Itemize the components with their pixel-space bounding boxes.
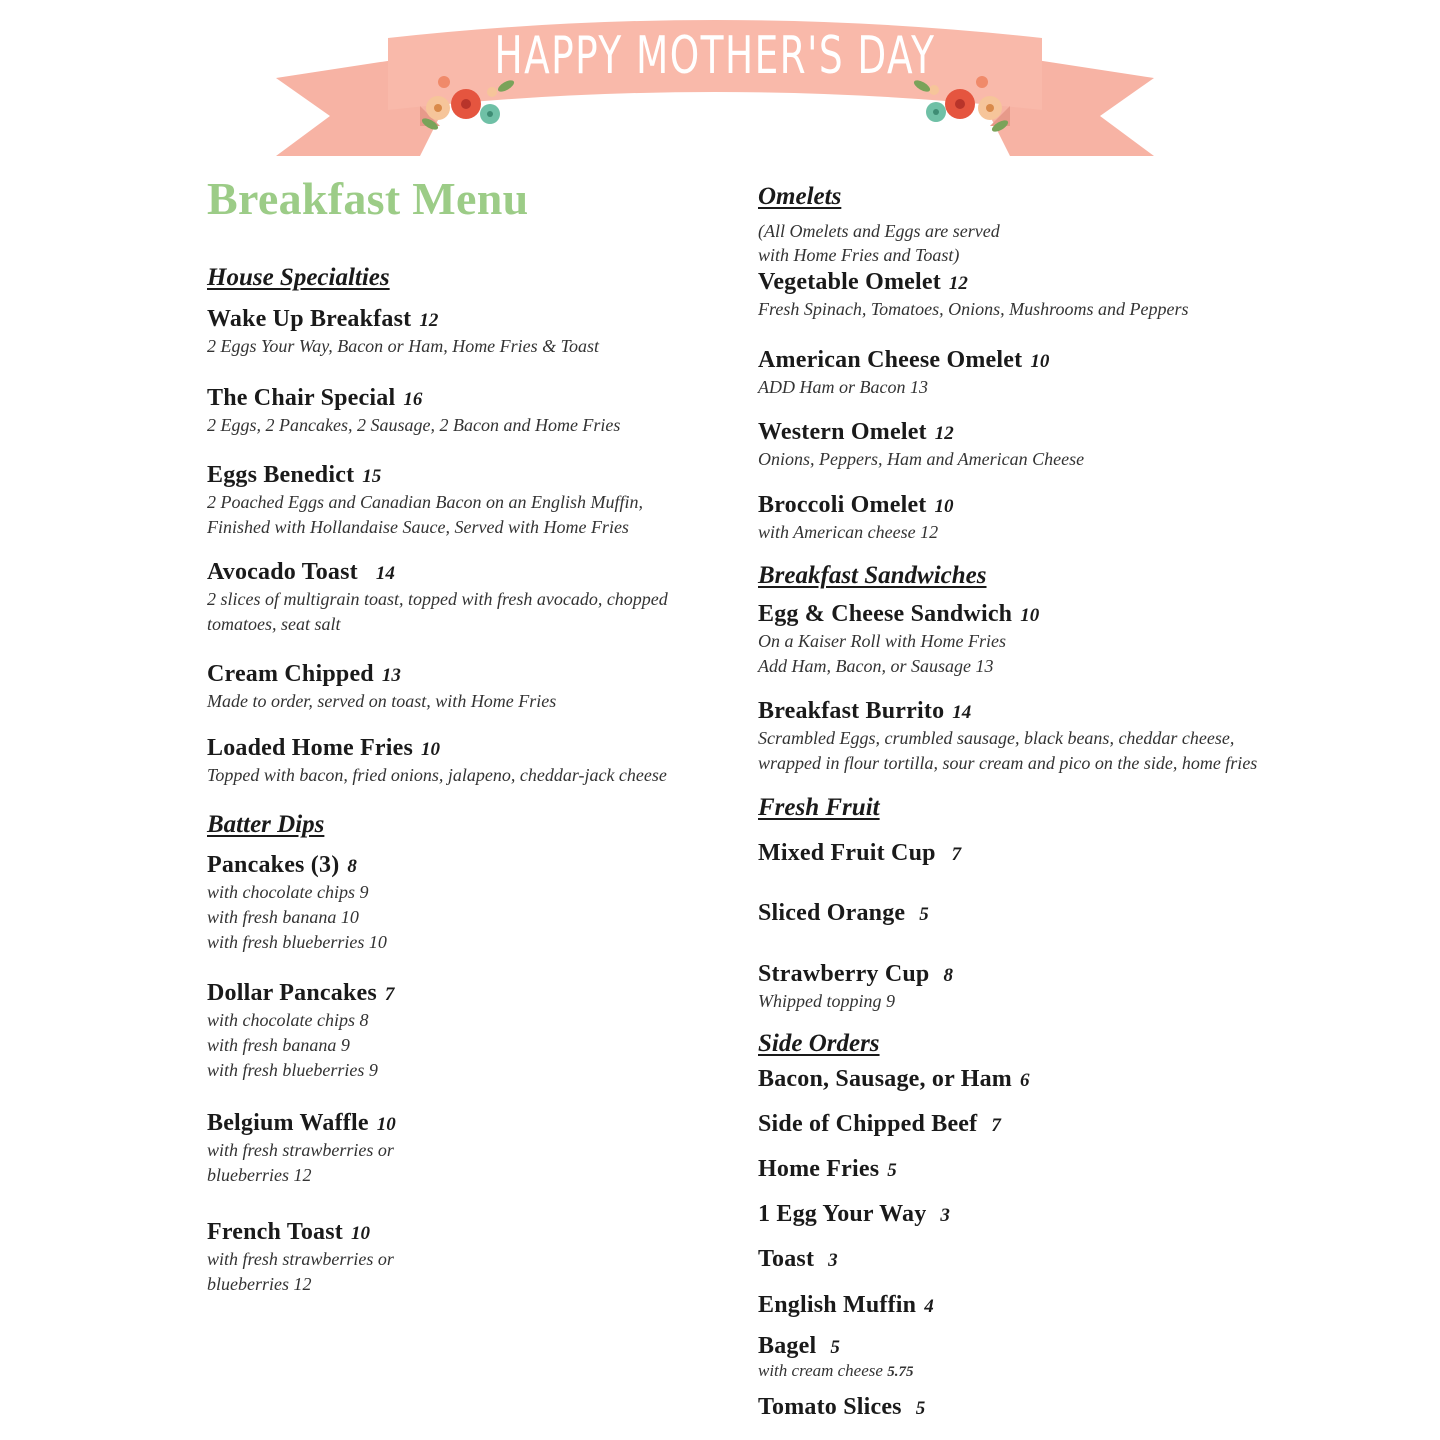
menu-item bbox=[758, 267, 1189, 322]
item-desc: blueberries 12 bbox=[207, 1274, 312, 1294]
item-desc: with American cheese 12 bbox=[758, 522, 939, 542]
item-name: French Toast bbox=[207, 1219, 343, 1245]
item-desc: Finished with Hollandaise Sauce, Served with Home Fries bbox=[207, 517, 629, 537]
item-name: Dollar Pancakes bbox=[207, 980, 377, 1006]
item-name: Mixed Fruit Cup bbox=[758, 840, 936, 866]
item-price: 13 bbox=[381, 665, 401, 686]
menu-item bbox=[207, 978, 394, 1083]
note-line: (All Omelets and Eggs are served bbox=[758, 221, 1000, 241]
item-price: 5 bbox=[887, 1160, 897, 1181]
item-desc: Whipped topping 9 bbox=[758, 991, 895, 1011]
item-price: 10 bbox=[1030, 351, 1050, 372]
menu-item bbox=[758, 838, 961, 868]
item-price: 8 bbox=[347, 856, 357, 877]
banner-title: HAPPY MOTHER'S DAY bbox=[494, 26, 936, 86]
menu-item bbox=[758, 1154, 897, 1184]
menu-item bbox=[758, 1199, 950, 1229]
item-price: 10 bbox=[350, 1223, 370, 1244]
item-desc: 2 slices of multigrain toast, topped with fresh avocado, chopped bbox=[207, 589, 668, 609]
item-desc: Add Ham, Bacon, or Sausage 13 bbox=[758, 656, 994, 676]
item-desc: On a Kaiser Roll with Home Fries bbox=[758, 631, 1006, 651]
item-desc: 2 Eggs, 2 Pancakes, 2 Sausage, 2 Bacon and Home Fries bbox=[207, 415, 621, 435]
item-name: Belgium Waffle bbox=[207, 1110, 369, 1136]
item-price: 10 bbox=[376, 1114, 396, 1135]
menu-item bbox=[207, 850, 387, 955]
item-name: Home Fries bbox=[758, 1156, 880, 1182]
menu-item bbox=[758, 898, 929, 928]
item-desc: with chocolate chips 9 bbox=[207, 882, 369, 902]
item-name: Eggs Benedict bbox=[207, 462, 355, 488]
item-name: Bagel bbox=[758, 1333, 817, 1359]
item-name: Western Omelet bbox=[758, 419, 927, 445]
item-price: 14 bbox=[375, 563, 395, 584]
item-desc: 2 Eggs Your Way, Bacon or Ham, Home Fries & Toast bbox=[207, 336, 600, 356]
item-desc: with fresh blueberries 9 bbox=[207, 1060, 378, 1080]
menu-item bbox=[758, 1290, 934, 1320]
item-desc: wrapped in flour tortilla, sour cream and pico on the side, home fries bbox=[758, 753, 1258, 773]
menu-item bbox=[758, 696, 1257, 776]
item-name: Vegetable Omelet bbox=[758, 269, 941, 295]
item-name: Avocado Toast bbox=[207, 559, 358, 585]
item-name: English Muffin bbox=[758, 1292, 917, 1318]
item-name: Wake Up Breakfast bbox=[207, 306, 412, 332]
menu-item bbox=[207, 460, 643, 540]
item-price: 10 bbox=[1020, 605, 1040, 626]
item-desc: blueberries 12 bbox=[207, 1165, 312, 1185]
item-name: Toast bbox=[758, 1246, 815, 1272]
item-price: 4 bbox=[924, 1296, 934, 1317]
section-batter-dips: Batter Dips bbox=[207, 811, 325, 838]
menu-item bbox=[758, 490, 954, 545]
item-desc: with fresh banana 10 bbox=[207, 907, 359, 927]
menu-item bbox=[758, 1392, 925, 1422]
item-name: Strawberry Cup bbox=[758, 961, 930, 987]
menu-title: Breakfast Menu bbox=[207, 173, 529, 224]
menu-item bbox=[207, 1108, 396, 1188]
item-name: Bacon, Sausage, or Ham bbox=[758, 1066, 1012, 1092]
item-price: 5 bbox=[919, 904, 929, 925]
section-house-specialties: House Specialties bbox=[207, 264, 390, 291]
note-text: with cream cheese bbox=[758, 1361, 883, 1380]
item-price: 5 bbox=[915, 1398, 926, 1419]
item-desc: Onions, Peppers, Ham and American Cheese bbox=[758, 449, 1085, 469]
menu-item bbox=[758, 1109, 1001, 1139]
section-breakfast-sandwiches: Breakfast Sandwiches bbox=[758, 562, 987, 589]
item-name: Side of Chipped Beef bbox=[758, 1111, 978, 1137]
note-price: 5.75 bbox=[887, 1364, 914, 1380]
menu-item bbox=[207, 304, 599, 359]
menu-item bbox=[758, 1331, 913, 1382]
item-price: 12 bbox=[948, 273, 968, 294]
item-desc bbox=[758, 1361, 913, 1382]
item-name: Cream Chipped bbox=[207, 661, 374, 687]
item-desc: Made to order, served on toast, with Home Fries bbox=[207, 691, 557, 711]
menu-item bbox=[758, 599, 1039, 679]
menu-item bbox=[758, 345, 1049, 400]
item-price: 5 bbox=[830, 1337, 840, 1358]
omelets-note bbox=[758, 219, 1000, 267]
item-price: 12 bbox=[419, 310, 439, 331]
item-price: 7 bbox=[384, 984, 395, 1005]
item-desc: with fresh blueberries 10 bbox=[207, 932, 387, 952]
item-name: Egg & Cheese Sandwich bbox=[758, 601, 1013, 627]
item-price: 12 bbox=[934, 423, 954, 444]
item-price: 16 bbox=[403, 389, 423, 410]
menu-item bbox=[758, 1244, 838, 1274]
item-price: 6 bbox=[1019, 1070, 1030, 1091]
menu-item bbox=[207, 733, 667, 788]
item-price: 15 bbox=[362, 466, 382, 487]
item-price: 3 bbox=[940, 1205, 950, 1226]
item-desc: ADD Ham or Bacon 13 bbox=[758, 377, 928, 397]
item-name: Pancakes (3) bbox=[207, 852, 340, 878]
item-name: Sliced Orange bbox=[758, 900, 906, 926]
item-name: Breakfast Burrito bbox=[758, 698, 945, 724]
item-desc: with fresh strawberries or bbox=[207, 1249, 394, 1269]
menu-item bbox=[207, 557, 668, 637]
menu-item bbox=[207, 1217, 394, 1297]
item-price: 10 bbox=[421, 739, 441, 760]
item-desc: Fresh Spinach, Tomatoes, Onions, Mushrooms and Peppers bbox=[758, 299, 1189, 319]
item-price: 10 bbox=[934, 496, 954, 517]
item-price: 7 bbox=[991, 1115, 1001, 1136]
item-desc: with fresh strawberries or bbox=[207, 1140, 394, 1160]
section-side-orders: Side Orders bbox=[758, 1030, 880, 1057]
item-name: Tomato Slices bbox=[758, 1394, 902, 1420]
item-price: 14 bbox=[952, 702, 972, 723]
item-desc: 2 Poached Eggs and Canadian Bacon on an English Muffin, bbox=[207, 492, 643, 512]
menu-item bbox=[758, 1064, 1029, 1094]
note-line: with Home Fries and Toast) bbox=[758, 245, 960, 265]
item-name: The Chair Special bbox=[207, 385, 396, 411]
item-name: 1 Egg Your Way bbox=[758, 1201, 927, 1227]
item-desc: Topped with bacon, fried onions, jalapeno, cheddar-jack cheese bbox=[207, 765, 667, 785]
item-name: American Cheese Omelet bbox=[758, 347, 1023, 373]
menu-item bbox=[758, 959, 953, 1014]
menu-item bbox=[207, 383, 620, 438]
item-name: Loaded Home Fries bbox=[207, 735, 414, 761]
item-desc: tomatoes, seat salt bbox=[207, 614, 341, 634]
item-name: Broccoli Omelet bbox=[758, 492, 927, 518]
item-price: 7 bbox=[951, 844, 962, 865]
item-price: 8 bbox=[943, 965, 953, 986]
section-fresh-fruit: Fresh Fruit bbox=[758, 794, 880, 821]
mothers-day-banner bbox=[270, 6, 1160, 162]
item-price: 3 bbox=[828, 1250, 838, 1271]
section-omelets: Omelets bbox=[758, 183, 842, 210]
menu-item bbox=[758, 417, 1084, 472]
item-desc: Scrambled Eggs, crumbled sausage, black beans, cheddar cheese, bbox=[758, 728, 1235, 748]
menu-item bbox=[207, 659, 556, 714]
item-desc: with chocolate chips 8 bbox=[207, 1010, 369, 1030]
item-desc: with fresh banana 9 bbox=[207, 1035, 350, 1055]
